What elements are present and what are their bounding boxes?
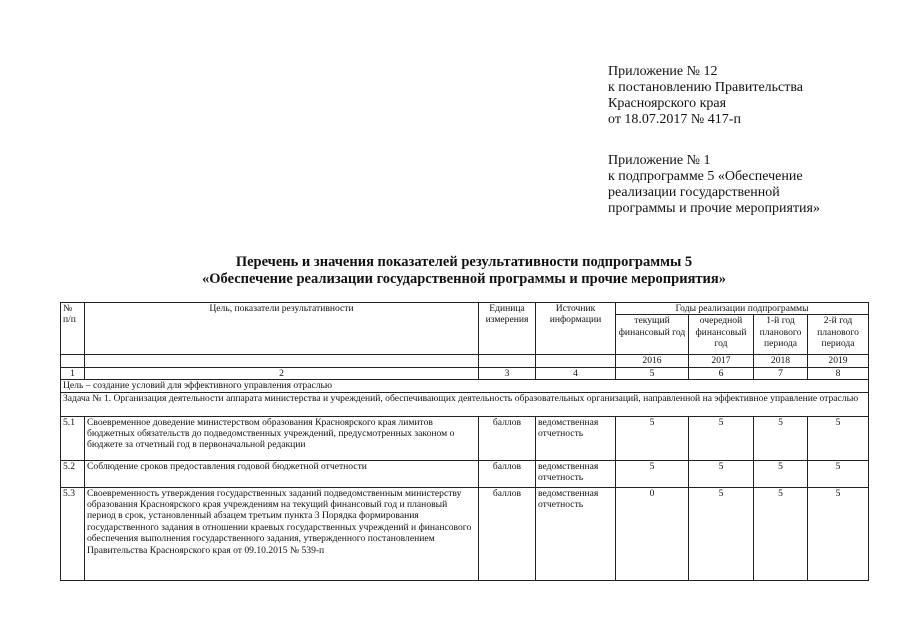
row-value-2018: 5 — [754, 487, 808, 580]
document-title-line: Перечень и значения показателей результативности подпрограммы 5 — [235, 254, 693, 270]
annex-1-header — [608, 153, 820, 217]
column-number: 6 — [689, 367, 754, 379]
header-year-2018: 2018 — [754, 355, 808, 367]
header-year-2017: 2017 — [689, 355, 754, 367]
row-source: ведомственная отчетность — [536, 416, 616, 460]
row-num: 5.2 — [61, 460, 85, 487]
row-num: 5.3 — [61, 487, 85, 580]
annex-1-line: к подпрограмме 5 «Обеспечение — [608, 169, 803, 184]
row-value-2017: 5 — [689, 487, 754, 580]
column-number: 8 — [808, 367, 869, 379]
annex-1-line: Приложение № 1 — [608, 153, 711, 168]
document-title — [60, 254, 868, 287]
column-number: 3 — [479, 367, 536, 379]
row-value-2017: 5 — [689, 460, 754, 487]
table-row — [61, 416, 869, 460]
header-years: Годы реализации подпрограммы — [616, 303, 869, 315]
row-value-2016: 5 — [616, 460, 689, 487]
row-value-2019: 5 — [808, 460, 869, 487]
row-value-2018: 5 — [754, 460, 808, 487]
annex-12-header — [608, 64, 803, 128]
annex-12-line: Приложение № 12 — [608, 64, 718, 79]
header-unit: Единица измерения — [479, 303, 536, 355]
header-current-year: текущий финансовый год — [616, 315, 689, 355]
column-number: 2 — [85, 367, 479, 379]
header-plan-year-2: 2-й год планового периода — [808, 315, 869, 355]
goal-row: Цель – создание условий для эффективного управления отраслью — [61, 380, 869, 392]
row-source: ведомственная отчетность — [536, 460, 616, 487]
row-unit: баллов — [479, 460, 536, 487]
row-value-2018: 5 — [754, 416, 808, 460]
table-row — [61, 460, 869, 487]
column-number: 1 — [61, 367, 85, 379]
header-goal: Цель, показатели результативности — [85, 303, 479, 355]
row-value-2019: 5 — [808, 487, 869, 580]
row-unit: баллов — [479, 487, 536, 580]
row-value-2019: 5 — [808, 416, 869, 460]
row-source: ведомственная отчетность — [536, 487, 616, 580]
header-next-year: очередной финансовый год — [689, 315, 754, 355]
column-number: 4 — [536, 367, 616, 379]
header-year-2016: 2016 — [616, 355, 689, 367]
document-title-line: «Обеспечение реализации государственной программы и прочие мероприятия» — [202, 270, 726, 287]
row-indicator: Своевременность утверждения государственных заданий подведомственным министерству образования Красноярского края учреждениям на текущий финансовый год и плановый период в срок, установленный абзацем третьим пункта 3 Порядка формирования государственного задания в отношении краевых государственных учреждений и финансового обеспечения выполнения государственного задания, утвержденного постановлением Правительства Красноярского края от 09.10.2015 № 539-п — [85, 487, 479, 580]
header-source: Источник информации — [536, 303, 616, 355]
indicators-table — [60, 302, 869, 581]
row-unit: баллов — [479, 416, 536, 460]
column-number: 7 — [754, 367, 808, 379]
row-value-2017: 5 — [689, 416, 754, 460]
annex-1-line: реализации государственной — [608, 185, 780, 200]
annex-12-line: к постановлению Правительства — [608, 80, 804, 95]
annex-1-line: программы и прочие мероприятия» — [608, 201, 820, 216]
task-row: Задача № 1. Организация деятельности аппарата министерства и учреждений, обеспечивающих деятельность образовательных организаций, направленной на эффективное управление отраслью — [61, 392, 869, 416]
annex-12-line: Красноярского края — [608, 96, 727, 111]
annex-12-line: от 18.07.2017 № 417-п — [608, 112, 741, 127]
header-year-2019: 2019 — [808, 355, 869, 367]
column-number: 5 — [616, 367, 689, 379]
header-plan-year-1: 1-й год планового периода — [754, 315, 808, 355]
row-indicator: Своевременное доведение министерством образования Красноярского края лимитов бюджетных обязательств до подведомственных учреждений, предусмотренных законом о бюджете за отчетный год в первоначальной редакции — [85, 416, 479, 460]
table-row — [61, 487, 869, 580]
header-num: № п/п — [61, 303, 85, 355]
row-num: 5.1 — [61, 416, 85, 460]
row-value-2016: 5 — [616, 416, 689, 460]
row-value-2016: 0 — [616, 487, 689, 580]
row-indicator: Соблюдение сроков предоставления годовой бюджетной отчетности — [85, 460, 479, 487]
